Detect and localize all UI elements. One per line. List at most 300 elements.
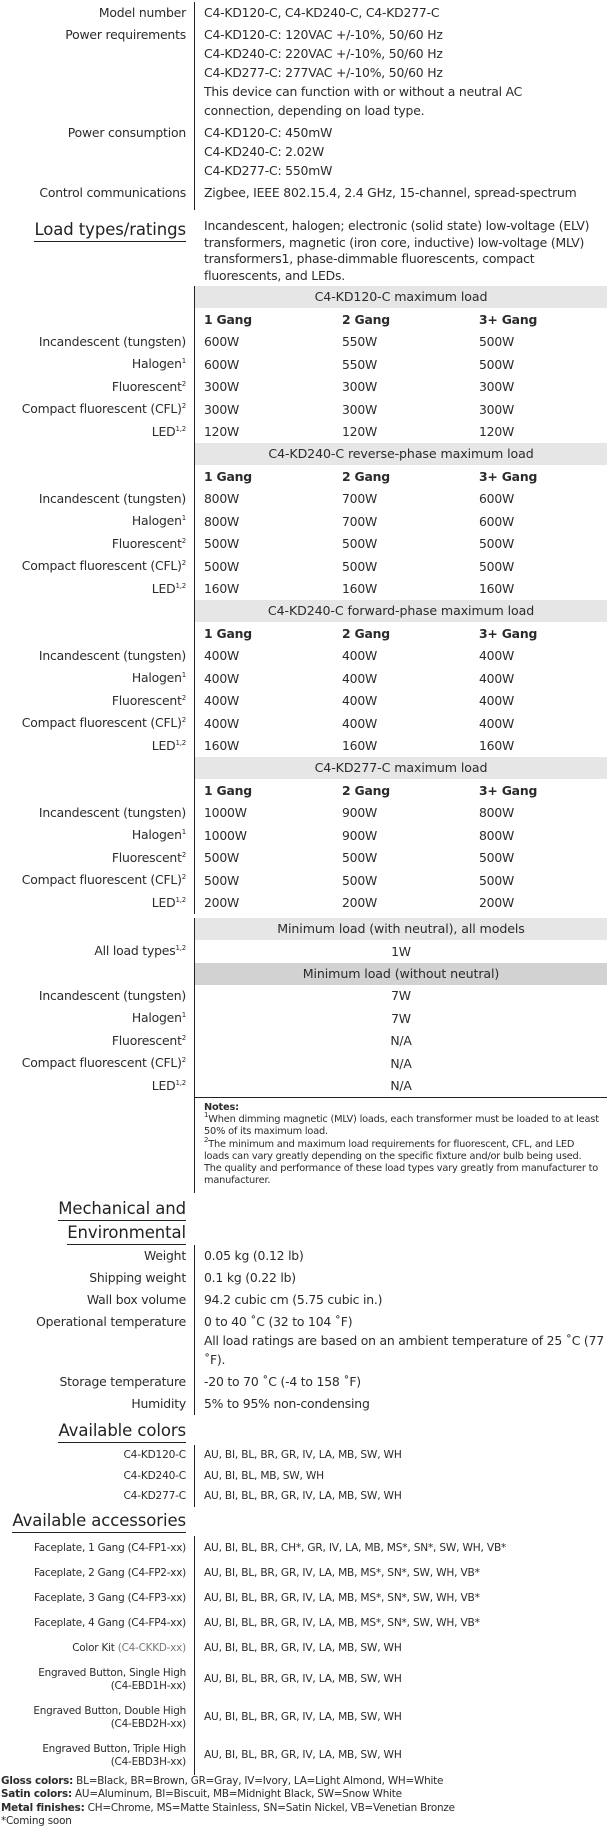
gang-header: 2 Gang — [342, 468, 390, 484]
cell: 300W — [204, 379, 240, 395]
cell: 500W — [479, 558, 515, 574]
row-label-text: LED — [151, 423, 176, 439]
footnote-ref: 1 — [181, 357, 186, 365]
accessory-name: Faceplate, 4 Gang (C4-FP4-xx) — [33, 1616, 186, 1629]
cell: 1000W — [204, 805, 247, 821]
accessory-colors: AU, BI, BL, BR, GR, IV, LA, MB, SW, WH — [194, 1699, 607, 1737]
legend-label: Gloss colors: — [1, 1774, 74, 1787]
accessory-name: Engraved Button, Double High — [33, 1704, 186, 1717]
gang-headers — [194, 465, 607, 488]
gang-header: 1 Gang — [204, 311, 252, 327]
row-label-text: Fluorescent — [111, 1032, 182, 1048]
load-table — [0, 286, 607, 443]
min-without-neutral-rows — [0, 985, 607, 1098]
row-label — [0, 735, 194, 758]
spec-row — [0, 1267, 607, 1289]
row-values — [194, 510, 607, 533]
row-label — [0, 398, 194, 421]
table-row — [0, 712, 607, 735]
header-cell — [194, 757, 607, 779]
cell: 400W — [342, 648, 378, 664]
accessory-row — [0, 1636, 607, 1661]
footnote-ref: 2 — [181, 693, 186, 702]
row-label-text: Incandescent (tungsten) — [38, 333, 186, 349]
color-codes: AU, BI, BL, BR, GR, IV, LA, MB, SW, WH — [194, 1445, 607, 1466]
gang-headers — [194, 622, 607, 645]
accessory-label — [0, 1737, 194, 1775]
notes — [195, 1097, 607, 1193]
table-header-row — [0, 443, 607, 465]
header-cell — [194, 963, 607, 985]
row-label — [0, 578, 194, 601]
gang-header: 1 Gang — [204, 625, 252, 641]
section-title-mechanical — [0, 1199, 194, 1245]
gang-header: 3+ Gang — [479, 468, 538, 484]
header-cell — [194, 600, 607, 622]
gang-header-row — [0, 308, 607, 331]
cell: 800W — [479, 827, 515, 843]
cell: 600W — [204, 356, 240, 372]
table-row — [0, 488, 607, 511]
gang-header: 2 Gang — [342, 782, 390, 798]
cell: 500W — [204, 872, 240, 888]
spec-label: Storage temperature — [59, 1374, 186, 1390]
spec-label: Wall box volume — [86, 1292, 186, 1308]
accessory-colors: AU, BI, BL, BR, CH*, GR, IV, LA, MB, MS*, SN*, SW, WH, VB* — [194, 1536, 607, 1561]
cell: 160W — [479, 581, 515, 597]
footnote-ref: 1 — [181, 671, 186, 679]
spacer — [0, 443, 194, 465]
min-without-neutral-header-row — [0, 963, 607, 985]
color-codes: AU, BI, BL, BR, GR, IV, LA, MB, SW, WH — [194, 1486, 607, 1507]
row-label-text: LED — [151, 580, 176, 596]
row-label — [0, 940, 194, 963]
spec-row-power-consumption — [0, 122, 607, 182]
accessory-name: Faceplate, 2 Gang (C4-FP2-xx) — [33, 1566, 186, 1579]
cell: 600W — [479, 491, 515, 507]
table-header: Minimum load (without neutral) — [195, 963, 607, 985]
cell: 400W — [204, 670, 240, 686]
table-row — [0, 690, 607, 713]
table-row — [0, 578, 607, 601]
table-row — [0, 398, 607, 421]
cell: 900W — [342, 827, 378, 843]
cell: 160W — [342, 738, 378, 754]
accessory-name: Engraved Button, Triple High — [42, 1742, 186, 1755]
footnote-ref: 2 — [181, 402, 186, 410]
model-label: C4-KD120-C — [123, 1449, 186, 1462]
spec-row — [0, 1371, 607, 1393]
spec-line: C4-KD240-C: 2.02W — [204, 144, 324, 159]
cell: 120W — [479, 424, 515, 440]
legend-label: Metal finishes: — [1, 1801, 85, 1814]
legend-gloss — [1, 1775, 607, 1789]
footnote-marker: 2 — [204, 1135, 209, 1144]
row-label — [0, 1052, 194, 1075]
footnote-ref: 1,2 — [175, 581, 186, 590]
row-label-text: All load types — [94, 943, 176, 958]
accessory-name: Color Kit — [72, 1641, 118, 1654]
cell: 300W — [479, 379, 515, 395]
row-label — [0, 712, 194, 735]
legend-satin — [1, 1788, 607, 1802]
cell: N/A — [194, 1052, 607, 1075]
cell: 500W — [342, 872, 378, 888]
spec-value — [194, 1371, 607, 1393]
spec-line: 0.1 kg (0.22 lb) — [204, 1270, 296, 1286]
cell: 300W — [342, 401, 378, 417]
row-values — [194, 824, 607, 847]
cell: 500W — [204, 536, 240, 552]
row-label-text: Compact fluorescent (CFL) — [21, 1055, 182, 1070]
row-label — [0, 1030, 194, 1053]
footnote-ref: 2 — [181, 536, 186, 545]
legend-label: Satin colors: — [1, 1788, 72, 1801]
table-row — [0, 1075, 607, 1098]
row-values — [194, 645, 607, 668]
accessory-name: Faceplate, 3 Gang (C4-FP3-xx) — [33, 1591, 186, 1604]
row-label — [0, 667, 194, 690]
cell: 700W — [342, 513, 378, 529]
row-label — [0, 353, 194, 376]
spacer — [194, 1511, 607, 1533]
spec-value — [194, 1311, 607, 1371]
row-label — [0, 533, 194, 556]
table-header-row — [0, 286, 607, 308]
cell: 1W — [194, 940, 607, 963]
row-label-text: Compact fluorescent (CFL) — [21, 872, 182, 887]
footnote-ref: 1 — [181, 828, 186, 836]
accessory-row — [0, 1661, 607, 1699]
load-table — [0, 443, 607, 600]
spec-line: C4-KD120-C: 120VAC +/-10%, 50/60 Hz — [204, 27, 443, 42]
cell: 500W — [479, 356, 515, 372]
row-label — [0, 985, 194, 1008]
table-header-row — [0, 600, 607, 622]
spacer — [0, 286, 194, 308]
footnote-ref: 2 — [181, 1033, 186, 1042]
row-label — [0, 847, 194, 870]
spec-line: 94.2 cubic cm (5.75 cubic in.) — [204, 1292, 383, 1308]
cell: 200W — [479, 895, 515, 911]
accessory-name: Engraved Button, Single High — [38, 1666, 186, 1679]
accessories-section — [0, 1511, 607, 1775]
section-title-load-types — [0, 210, 194, 286]
row-label-text: Incandescent (tungsten) — [38, 804, 186, 820]
gang-header: 3+ Gang — [479, 782, 538, 798]
footnote-ref: 2 — [181, 850, 186, 859]
accessory-row — [0, 1586, 607, 1611]
accessory-row — [0, 1561, 607, 1586]
spec-row — [0, 1245, 607, 1267]
cell: 160W — [342, 581, 378, 597]
spacer — [194, 1199, 607, 1245]
spacer — [0, 757, 194, 779]
cell: 200W — [204, 895, 240, 911]
note-text: The minimum and maximum load requirements for fluorescent, CFL, and LED loads can vary greatly depending on the specific fixture and/or bulb being used. The quality and performance of these load types vary greatly from manufacturer to manufacturer. — [204, 1138, 599, 1187]
footnote-ref: 2 — [181, 559, 186, 567]
load-table — [0, 600, 607, 757]
color-rows — [0, 1443, 607, 1511]
color-legend — [0, 1775, 607, 1829]
note-2 — [204, 1135, 601, 1188]
spec-label: Operational temperature — [36, 1314, 186, 1330]
spec-label: Weight — [144, 1248, 186, 1264]
accessory-part-number: (C4-EBD3H-xx) — [110, 1755, 186, 1768]
spacer — [0, 918, 194, 940]
row-label-text: Halogen — [131, 356, 182, 371]
legend-text: BL=Black, BR=Brown, GR=Gray, IV=Ivory, LA=Light Almond, WH=White — [73, 1774, 444, 1787]
header-cell — [194, 918, 607, 940]
spec-line: C4-KD277-C: 277VAC +/-10%, 50/60 Hz — [204, 65, 443, 80]
spec-line: 5% to 95% non-condensing — [204, 1396, 370, 1412]
section-title-text: Load types/ratings — [34, 220, 186, 242]
cell: 400W — [342, 715, 378, 731]
cell: 160W — [204, 738, 240, 754]
mechanical-section — [0, 1199, 607, 1415]
spec-line: C4-KD120-C: 450mW — [204, 125, 333, 140]
cell: 550W — [342, 334, 378, 350]
spec-line: All load ratings are based on an ambient temperature of 25 ˚C (77 ˚F). — [204, 1333, 604, 1368]
accessory-colors: AU, BI, BL, BR, GR, IV, LA, MB, SW, WH — [194, 1636, 607, 1661]
row-label-text: LED — [151, 737, 176, 753]
accessory-label — [0, 1561, 194, 1586]
spec-line: C4-KD120-C, C4-KD240-C, C4-KD277-C — [204, 5, 440, 20]
legend-metal — [1, 1802, 607, 1816]
spec-label: Power requirements — [65, 27, 186, 42]
table-row — [0, 892, 607, 915]
cell: 120W — [342, 424, 378, 440]
section-title-row — [0, 1199, 607, 1245]
accessory-colors: AU, BI, BL, BR, GR, IV, LA, MB, SW, WH — [194, 1661, 607, 1699]
cell: 800W — [204, 513, 240, 529]
spacer — [0, 1097, 194, 1193]
accessory-part-number: (C4-EBD2H-xx) — [110, 1717, 186, 1730]
spec-label: Control communications — [39, 185, 186, 200]
spec-label: Model number — [98, 5, 186, 20]
spec-label: Shipping weight — [89, 1270, 186, 1286]
spec-value — [194, 182, 607, 210]
table-row — [0, 667, 607, 690]
table-row — [0, 421, 607, 444]
section-title-text: Available accessories — [12, 1511, 186, 1533]
table-row — [0, 331, 607, 354]
row-label-text: LED — [151, 1077, 176, 1093]
color-row — [0, 1445, 607, 1466]
cell: 500W — [479, 536, 515, 552]
table-row — [0, 735, 607, 758]
row-values — [194, 533, 607, 556]
table-row — [0, 847, 607, 870]
notes-heading: Notes: — [204, 1102, 239, 1113]
accessory-label — [0, 1699, 194, 1737]
row-values — [194, 578, 607, 601]
footnote-ref: 2 — [181, 1056, 186, 1064]
row-label — [0, 690, 194, 713]
gang-header: 3+ Gang — [479, 311, 538, 327]
cell: N/A — [194, 1030, 607, 1053]
cell: 600W — [479, 513, 515, 529]
row-values — [194, 331, 607, 354]
notes-box — [194, 1097, 607, 1193]
footnote-ref: 2 — [181, 379, 186, 388]
legend-coming-soon: *Coming soon — [1, 1815, 72, 1828]
min-with-neutral-header-row — [0, 918, 607, 940]
spec-row — [0, 1393, 607, 1415]
spec-line: C4-KD240-C: 220VAC +/-10%, 50/60 Hz — [204, 46, 443, 61]
cell: 300W — [479, 401, 515, 417]
section-title-text: Mechanical and — [58, 1199, 186, 1221]
row-label-text: LED — [151, 894, 176, 910]
section-title-colors — [0, 1421, 194, 1443]
section-title-text: Available colors — [58, 1421, 186, 1443]
footnote-ref: 1,2 — [175, 424, 186, 433]
row-label — [0, 892, 194, 915]
row-values — [194, 421, 607, 444]
cell: 800W — [479, 805, 515, 821]
cell: 700W — [342, 491, 378, 507]
legend-text: AU=Aluminum, BI=Biscuit, MB=Midnight Black, SW=Snow White — [71, 1788, 402, 1801]
header-cell — [194, 286, 607, 308]
color-row — [0, 1486, 607, 1507]
cell: 400W — [342, 693, 378, 709]
table-row — [0, 533, 607, 556]
table-row — [0, 555, 607, 578]
color-row — [0, 1466, 607, 1487]
cell: 500W — [204, 558, 240, 574]
cell: 400W — [204, 693, 240, 709]
cell: N/A — [194, 1075, 607, 1098]
row-label-text: Incandescent (tungsten) — [38, 647, 186, 663]
spec-value — [194, 1393, 607, 1415]
row-values — [194, 892, 607, 915]
table-row — [0, 802, 607, 825]
gang-header: 1 Gang — [204, 782, 252, 798]
cell: 500W — [342, 850, 378, 866]
spec-value — [194, 1289, 607, 1311]
cell: 500W — [342, 558, 378, 574]
accessory-colors: AU, BI, BL, BR, GR, IV, LA, MB, MS*, SN*, SW, WH, VB* — [194, 1561, 607, 1586]
cell: 500W — [204, 850, 240, 866]
spec-line: 0.05 kg (0.12 lb) — [204, 1248, 304, 1264]
load-tables — [0, 286, 607, 914]
row-values — [194, 398, 607, 421]
row-label-text: Fluorescent — [111, 849, 182, 865]
cell: 600W — [204, 334, 240, 350]
row-label-text: Incandescent (tungsten) — [38, 987, 186, 1003]
cell: 500W — [342, 536, 378, 552]
min-with-neutral-table — [0, 918, 607, 1097]
spacer — [0, 600, 194, 622]
spacer — [194, 1421, 607, 1443]
header-cell — [194, 443, 607, 465]
spec-value — [194, 122, 607, 182]
row-values — [194, 488, 607, 511]
footnote-ref: 1,2 — [175, 895, 186, 904]
table-row — [0, 353, 607, 376]
row-label — [0, 1007, 194, 1030]
cell: 400W — [479, 715, 515, 731]
gang-header-row — [0, 465, 607, 488]
row-label-text: Halogen — [131, 827, 182, 842]
cell: 500W — [479, 872, 515, 888]
gang-header: 2 Gang — [342, 625, 390, 641]
gang-header: 3+ Gang — [479, 625, 538, 641]
row-label-text: Halogen — [131, 1010, 182, 1025]
footnote-ref: 2 — [181, 716, 186, 724]
table-row — [0, 1007, 607, 1030]
accessory-label — [0, 1636, 194, 1661]
row-values — [194, 712, 607, 735]
row-label-text: Fluorescent — [111, 535, 182, 551]
spec-row — [0, 1289, 607, 1311]
row-label-text: Fluorescent — [111, 378, 182, 394]
gang-header-row — [0, 622, 607, 645]
row-values — [194, 376, 607, 399]
cell: 160W — [479, 738, 515, 754]
load-types-description: Incandescent, halogen; electronic (solid state) low-voltage (ELV) transformers, magnetic (iron core, inductive) low-voltage (MLV) transformers1, phase-dimmable fluorescents, compact fluorescents, and LEDs. — [204, 218, 590, 283]
row-label — [0, 555, 194, 578]
table-row — [0, 1052, 607, 1075]
table-row — [0, 376, 607, 399]
table-row — [0, 869, 607, 892]
table-row — [0, 985, 607, 1008]
spec-value — [194, 1267, 607, 1289]
section-title-text: Environmental — [67, 1223, 186, 1245]
spec-line: C4-KD277-C: 550mW — [204, 163, 333, 178]
cell: 7W — [194, 1007, 607, 1030]
accessory-row — [0, 1611, 607, 1636]
note-text: When dimming magnetic (MLV) loads, each transformer must be loaded to at least 50% of its maximum load. — [204, 1114, 599, 1138]
row-label-text: Halogen — [131, 670, 182, 685]
cell: 400W — [204, 648, 240, 664]
load-table — [0, 757, 607, 914]
colors-section — [0, 1421, 607, 1511]
row-label-text: Compact fluorescent (CFL) — [21, 558, 182, 573]
spec-row — [0, 1311, 607, 1371]
table-header: C4-KD240-C reverse-phase maximum load — [195, 443, 607, 465]
cell: 300W — [204, 401, 240, 417]
footnote-ref: 1 — [181, 514, 186, 522]
row-label-text: Fluorescent — [111, 692, 182, 708]
footnote-ref: 1,2 — [175, 738, 186, 747]
row-label — [0, 331, 194, 354]
model-label: C4-KD240-C — [123, 1469, 186, 1482]
gang-headers — [194, 308, 607, 331]
mechanical-rows — [0, 1245, 607, 1415]
row-label — [0, 824, 194, 847]
spec-label: Power consumption — [67, 125, 186, 140]
color-codes: AU, BI, BL, MB, SW, WH — [194, 1466, 607, 1487]
gang-header: 1 Gang — [204, 468, 252, 484]
cell: 400W — [342, 670, 378, 686]
table-row — [0, 940, 607, 963]
cell: 1000W — [204, 827, 247, 843]
footnote-ref: 1,2 — [175, 944, 186, 952]
section-title-row — [0, 1511, 607, 1533]
row-values — [194, 690, 607, 713]
spec-line: Zigbee, IEEE 802.15.4, 2.4 GHz, 15-channel, spread-spectrum — [204, 185, 577, 200]
row-label — [0, 488, 194, 511]
table-header: C4-KD240-C forward-phase maximum load — [195, 600, 607, 622]
footnote-ref: 1 — [181, 1011, 186, 1019]
spec-line: This device can function with or without a neutral AC connection, depending on load type. — [204, 84, 523, 118]
cell: 400W — [479, 693, 515, 709]
cell: 550W — [342, 356, 378, 372]
spec-value — [194, 1245, 607, 1267]
accessory-part-number: (C4-CKKD-xx) — [117, 1641, 186, 1654]
footnote-ref: 1,2 — [175, 1078, 186, 1087]
